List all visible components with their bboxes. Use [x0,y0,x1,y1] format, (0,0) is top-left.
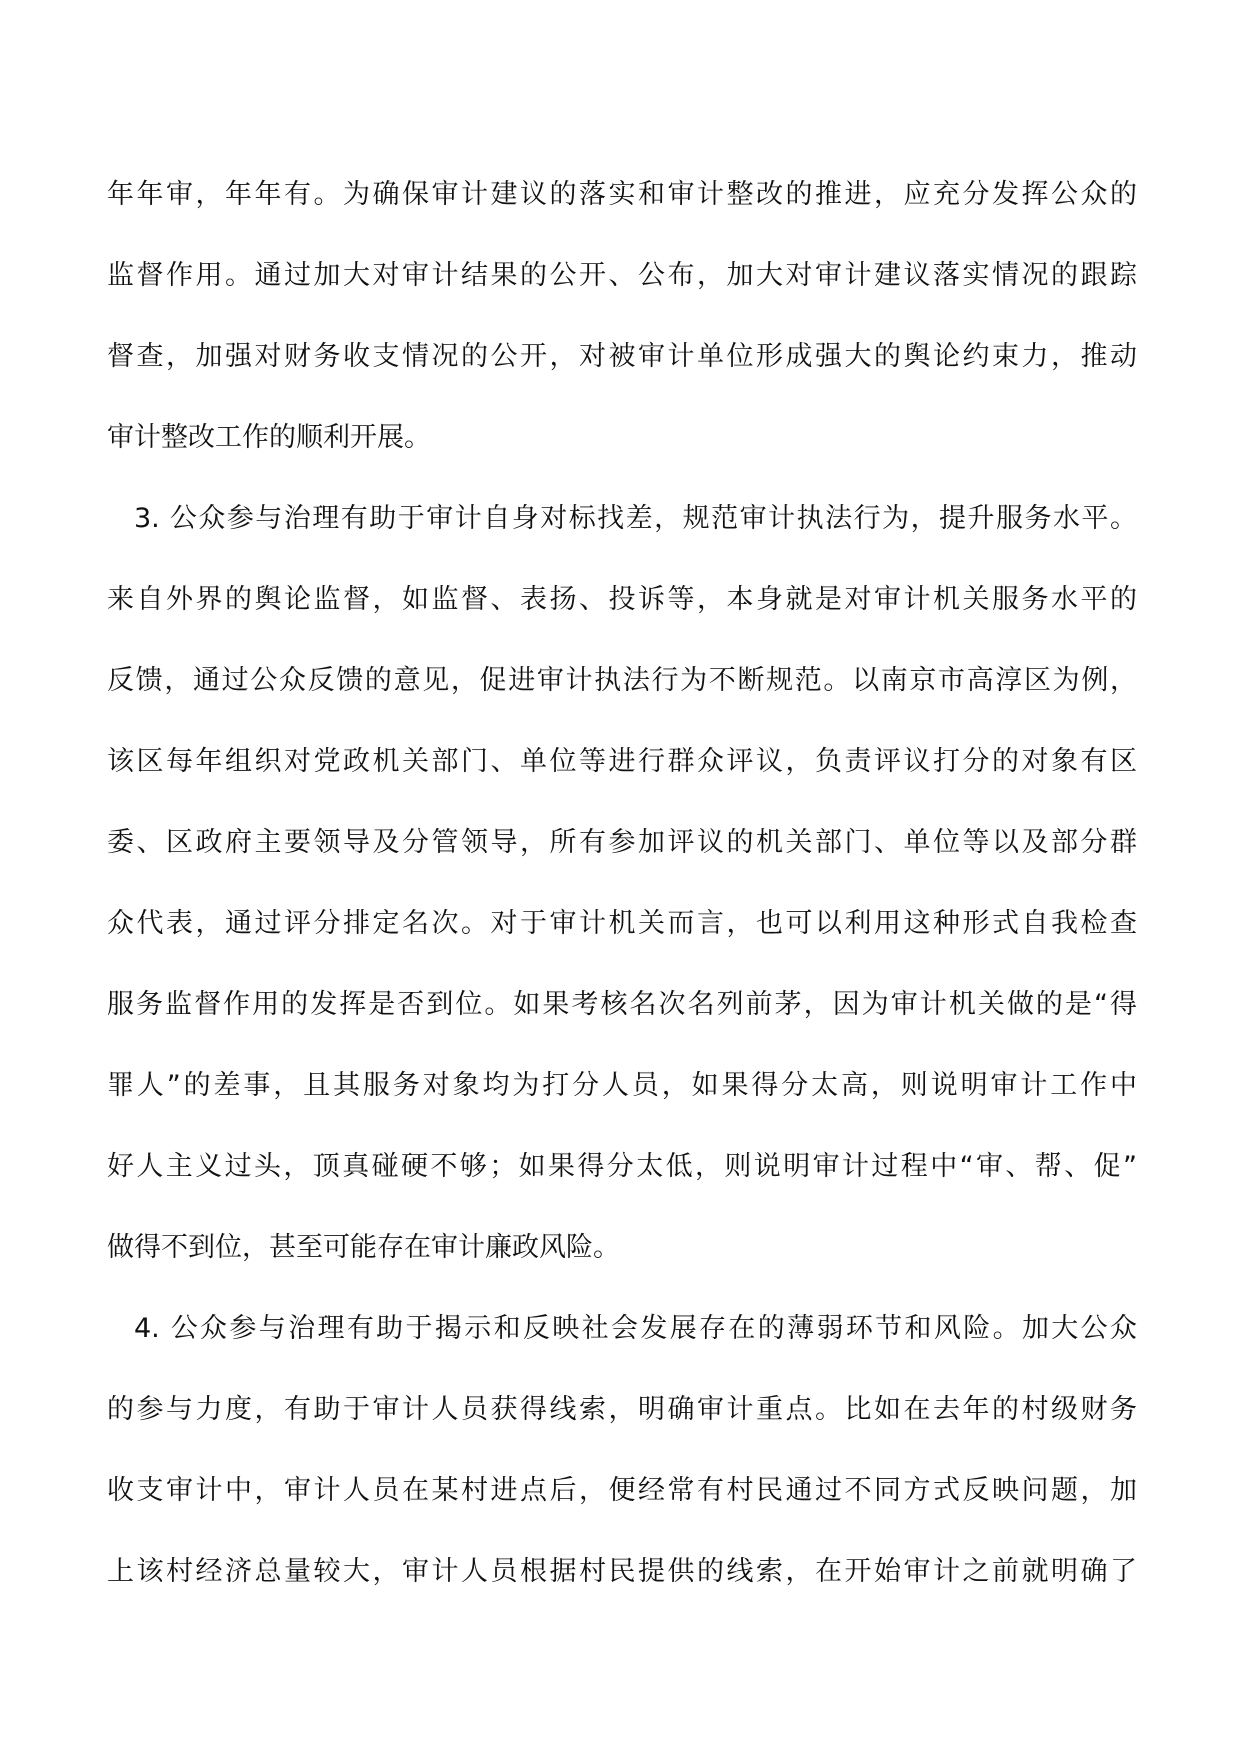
text-line: 做得不到位，甚至可能存在审计廉政风险。 [107,1232,620,1263]
text-line: 审计整改工作的顺利开展。 [107,422,431,453]
text-line: 众代表，通过评分排定名次。对于审计机关而言，也可以利用这种形式自我检查 [107,908,1137,939]
text-line: 年年审，年年有。为确保审计建议的落实和审计整改的推进，应充分发挥公众的 [107,179,1137,210]
text-line: 4. 公众参与治理有助于揭示和反映社会发展存在的薄弱环节和风险。加大公众 [134,1313,1137,1344]
paragraph-point-3 [107,478,1137,1288]
text-line: 上该村经济总量较大，审计人员根据村民提供的线索，在开始审计之前就明确了 [107,1556,1137,1587]
text-line: 反馈，通过公众反馈的意见，促进审计执法行为不断规范。以南京市高淳区为例， [107,665,1137,696]
text-line: 服务监督作用的发挥是否到位。如果考核名次名列前茅，因为审计机关做的是“得 [107,989,1137,1020]
text-line: 好人主义过头，顶真碰硬不够；如果得分太低，则说明审计过程中“审、帮、促” [107,1151,1137,1182]
text-line: 该区每年组织对党政机关部门、单位等进行群众评议，负责评议打分的对象有区 [107,746,1137,777]
paragraph-point-4 [107,1288,1137,1612]
text-line: 3. 公众参与治理有助于审计自身对标找差，规范审计执法行为，提升服务水平。 [134,503,1137,534]
text-line: 督查，加强对财务收支情况的公开，对被审计单位形成强大的舆论约束力，推动 [107,341,1137,372]
text-line: 监督作用。通过加大对审计结果的公开、公布，加大对审计建议落实情况的跟踪 [107,260,1137,291]
text-line: 委、区政府主要领导及分管领导，所有参加评议的机关部门、单位等以及部分群 [107,827,1137,858]
text-line: 收支审计中，审计人员在某村进点后，便经常有村民通过不同方式反映问题，加 [107,1475,1137,1506]
text-line: 的参与力度，有助于审计人员获得线索，明确审计重点。比如在去年的村级财务 [107,1394,1137,1425]
text-line: 来自外界的舆论监督，如监督、表扬、投诉等，本身就是对审计机关服务水平的 [107,584,1137,615]
paragraph-audit-rectification [107,154,1137,478]
body-text [107,154,1137,1612]
text-line: 罪人”的差事，且其服务对象均为打分人员，如果得分太高，则说明审计工作中 [107,1070,1137,1101]
